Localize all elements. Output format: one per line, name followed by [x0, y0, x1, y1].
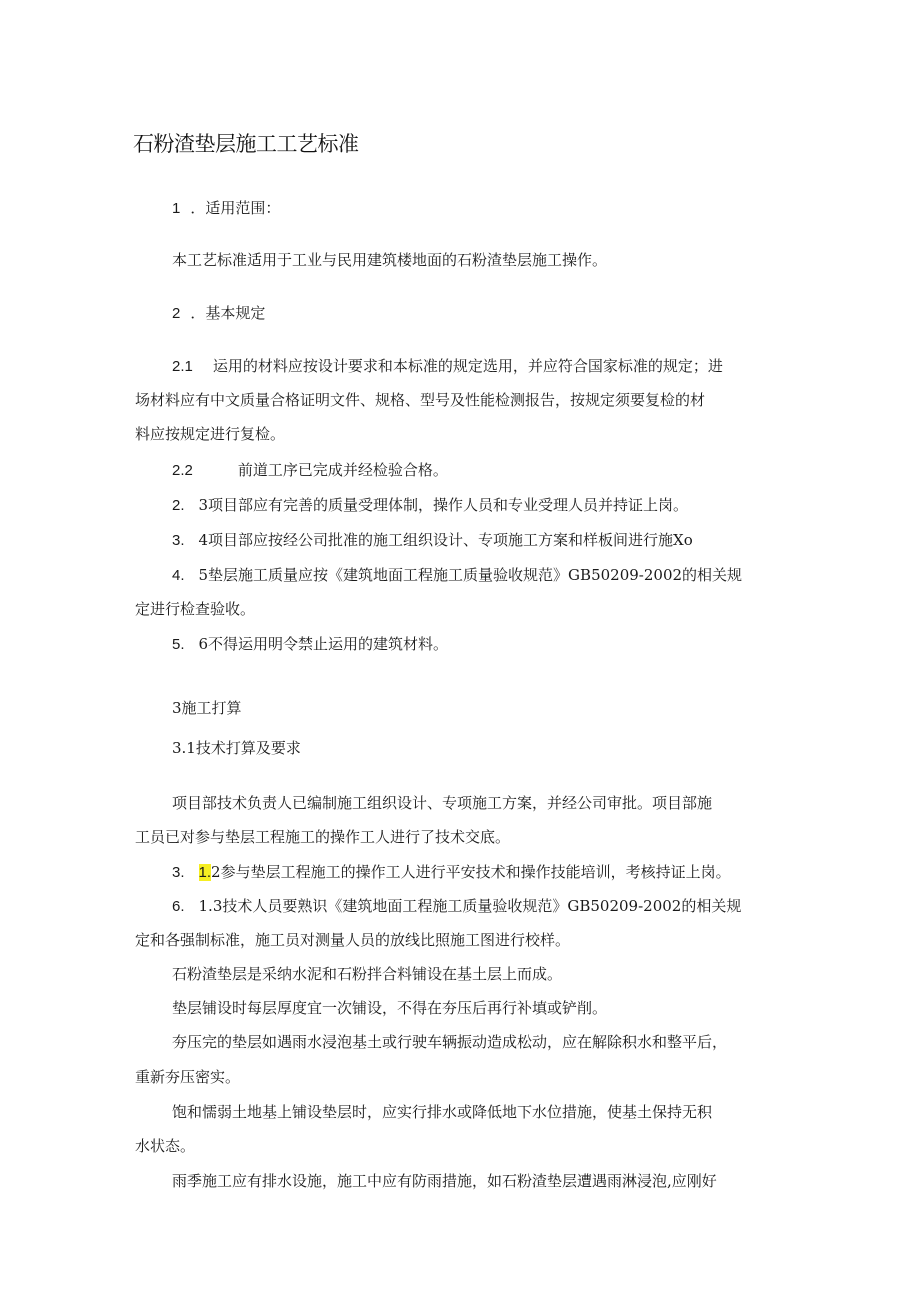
clause-line [172, 565, 742, 586]
clause-line [172, 530, 693, 551]
paragraph-line: 场材料应有中文质量合格证明文件、规格、型号及性能检测报告，按规定须要复检的材 [135, 391, 706, 409]
section-text: ．基本规定 [190, 304, 266, 322]
clause-line [172, 460, 448, 481]
paragraph-line: 定和各强制标准，施工员对测量人员的放线比照施工图进行校样。 [135, 931, 571, 949]
clause-text: 2参与垫层工程施工的操作工人进行平安技术和操作技能培训，考核持证上岗。 [211, 863, 731, 881]
clause-number: 2.2 [172, 462, 193, 479]
clause-number: 2. [172, 497, 185, 514]
section-text: ．适用范围： [190, 199, 281, 217]
paragraph-line: 垫层铺设时每层厚度宜一次铺设，不得在夯压后再行补填或铲削。 [172, 999, 608, 1017]
clause-text: 6不得运用明令禁止运用的建筑材料。 [198, 635, 449, 653]
clause-line [172, 862, 731, 883]
clause-line [172, 495, 688, 516]
paragraph-line: 工员已对参与垫层工程施工的操作工人进行了技术交底。 [135, 828, 511, 846]
clause-number: 2.1 [172, 358, 193, 375]
clause-number: 3. [172, 864, 185, 881]
paragraph-line: 定进行检查验收。 [135, 600, 256, 618]
clause-number: 6. [172, 898, 185, 915]
paragraph-line: 饱和懦弱土地基上铺设垫层时，应实行排水或降低地下水位措施，使基土保持无积 [172, 1103, 713, 1121]
paragraph-line: 料应按规定进行复检。 [135, 425, 286, 443]
clause-text: 4项目部应按经公司批准的施工组织设计、专项施工方案和样板间进行施Xo [198, 531, 693, 549]
clause-number: 3. [172, 532, 185, 549]
subsection-heading: 3.1技术打算及要求 [172, 739, 301, 757]
clause-text: 运用的材料应按设计要求和本标准的规定选用，并应符合国家标准的规定；进 [212, 357, 723, 375]
paragraph-line: 重新夯压密实。 [135, 1068, 241, 1086]
clause-text: 1.3技术人员要熟识《建筑地面工程施工质量验收规范》GB50209-2002的相关规 [198, 897, 742, 915]
section-heading [172, 303, 265, 324]
highlighted-text: 1. [198, 864, 212, 881]
paragraph-line: 水状态。 [135, 1137, 196, 1155]
clause-text: 5垫层施工质量应按《建筑地面工程施工质量验收规范》GB50209-2002的相关规 [198, 566, 743, 584]
paragraph-line: 项目部技术负责人已编制施工组织设计、专项施工方案，并经公司审批。项目部施 [172, 794, 713, 812]
clause-number: 5. [172, 636, 185, 653]
document-title: 石粉渣垫层施工工艺标准 [133, 132, 359, 156]
clause-text: 3项目部应有完善的质量受理体制，操作人员和专业受理人员并持证上岗。 [198, 496, 689, 514]
paragraph-line: 石粉渣垫层是采纳水泥和石粉拌合料铺设在基土层上而成。 [172, 965, 563, 983]
clause-line [172, 896, 741, 917]
clause-line [172, 356, 723, 377]
paragraph-line: 雨季施工应有排水设施，施工中应有防雨措施，如石粉渣垫层遭遇雨淋浸泡,应刚好 [172, 1172, 717, 1190]
section-heading: 3施工打算 [172, 699, 242, 717]
section-heading [172, 198, 280, 219]
paragraph-line: 夯压完的垫层如遇雨水浸泡基土或行驶车辆振动造成松动，应在解除积水和整平后， [172, 1033, 728, 1051]
clause-line [172, 634, 448, 655]
clause-number: 4. [172, 567, 185, 584]
paragraph-line: 本工艺标准适用于工业与民用建筑楼地面的石粉渣垫层施工操作。 [172, 251, 608, 269]
clause-text: 前道工序已完成并经检验合格。 [237, 461, 448, 479]
section-number: 1 [172, 200, 181, 217]
section-number: 2 [172, 305, 181, 322]
